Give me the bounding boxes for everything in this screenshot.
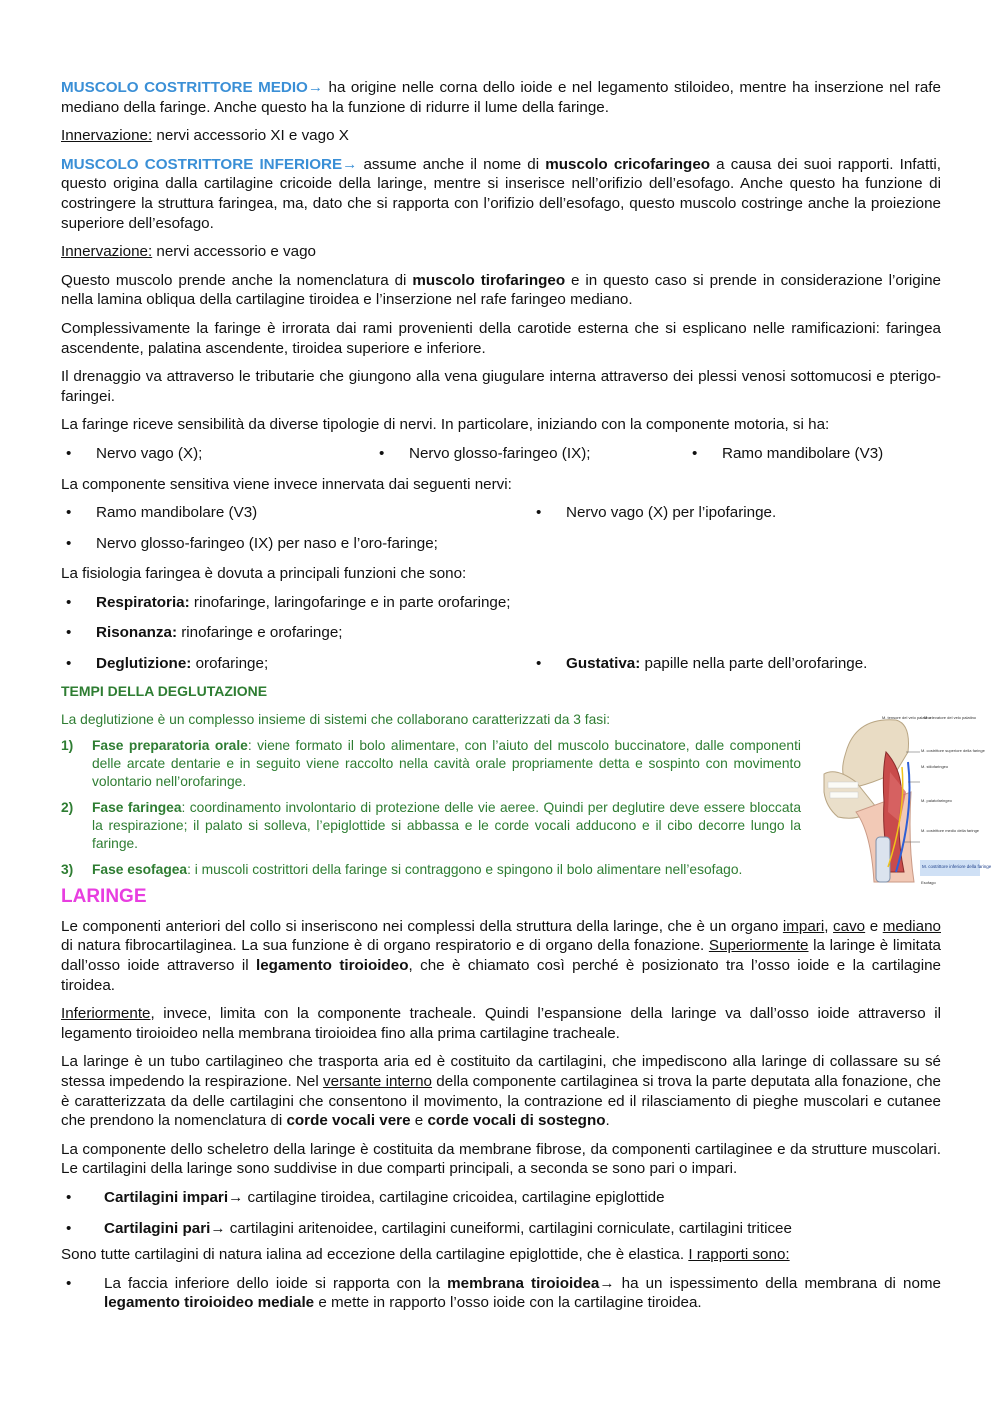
bullet-icon: • [66,593,72,611]
phase-item: 3) Fase esofagea: i muscoli costrittori della faringe si contraggono e spingono il bolo alimentare nell’esofago. [61,862,743,878]
paragraph: Complessivamente la faringe è irrorata dai rami provenienti della carotide esterna che si esplicano nelle ramificazioni: faringea ascendente, palatina ascendente, tiroidea superiore e inferiore. [61,319,941,357]
paragraph: La deglutizione è un complesso insieme di sistemi che collaborano caratterizzati da 3 fasi: [61,712,611,728]
list-item: • Deglutizione: orofaringe; [61,654,531,674]
function-list [61,593,941,613]
bullet-icon: • [66,534,72,552]
list-item: • Respiratoria: rinofaringe, laringofaringe e in parte orofaringe; [61,593,511,613]
deglutition-section [61,711,941,879]
paragraph: Le componenti anteriori del collo si inseriscono nei complessi della struttura della laringe, che è un organo impari, cavo e mediano di natura fibrocartilaginea. La sua funzione è di organo respiratorio e di organo della fonazione. Superiormente la laringe è limitata dall’osso ioide attraverso il legamento tiroioideo, che è chiamato così perché è posizionato tra l’osso ioide e la cartilagine tiroidea. [61,917,942,994]
bullet-icon: • [66,624,72,642]
bullet-icon: • [66,1274,72,1292]
phase-item: 1) Fase preparatoria orale: viene formato il bolo alimentare, con l’aiuto del muscolo buccinatore, dalle componenti delle arcate dentarie e in seguito viene raccolto nella cavità orale propriamente detta e sospinto con movimento volontario nell’orofaringe. [61,738,801,790]
arrow-icon: → [599,1274,615,1292]
sensory-nerve-list [61,534,941,554]
function-list [61,623,941,643]
section-title: MUSCOLO COSTRITTORE MEDIO [61,79,308,96]
paragraph-muscolo-costrittore-inferiore: MUSCOLO COSTRITTORE INFERIORE→ assume anche il nome di muscolo cricofaringeo a causa dei suoi rapporti. Infatti, questo origina dalla cartilagine cricoide della laringe, mentre si inserisce nell’orifizio dell’esofago. Anche questo ha funzione di costringere la struttura faringea, ma, dato che si rapporta con l’orifizio dell’esofago, questo muscolo costringe anche la proiezione superiore dell’esofago. [61,155,942,232]
paragraph: Sono tutte cartilagini di natura ialina ad eccezione della cartilagine epiglottide, che è elastica. I rapporti sono: [61,1246,790,1264]
cartilage-list [61,1219,941,1239]
paragraph: La componente dello scheletro della laringe è costituita da membrane fibrose, da componenti cartilaginee e da strutture muscolari. Le cartilagini della laringe sono suddivise in due comparti principali, a seconda se sono pari o impari. [61,1140,941,1178]
paragraph-muscolo-costrittore-medio: MUSCOLO COSTRITTORE MEDIO→ ha origine nelle corna dello ioide e nel legamento stiloideo, mentre ha inserzione nel rafe mediano della faringe. Anche questo ha la funzione di ridurre il lume della faringe. [61,79,941,116]
figure-label: M. elevatore del velo palatino [924,715,977,720]
paragraph: La faringe riceve sensibilità da diverse tipologie di nervi. In particolare, iniziando con la componente motoria, si ha: [61,416,830,434]
section-title: MUSCOLO COSTRITTORE INFERIORE [61,155,343,173]
bullet-icon: • [66,655,72,673]
list-item: • Nervo glosso-faringeo (IX); [374,444,687,464]
paragraph: Questo muscolo prende anche la nomenclatura di muscolo tirofaringeo e in questo caso si prende in considerazione l’origine nella lamina obliqua della cartilagine tiroidea e l’inserzione nel rafe faringeo mediano. [61,271,942,309]
list-item: • Gustativa: papille nella parte dell’orofaringe. [531,654,867,674]
function-list [61,654,941,674]
pharynx-muscles-illustration [816,712,992,892]
motor-nerve-list [61,444,941,464]
anatomy-figure [816,712,992,892]
cartilage-list [61,1188,941,1208]
phase-item: 2) Fase faringea: coordinamento involontario di protezione delle vie aeree. Quindi per deglutire deve essere bloccata la respirazione; il palato si solleva, l’epiglottide si abbassa e le corde vocali adducono e il cibo decorre lungo la faringe. [61,800,801,852]
figure-label: M. costrittore medio della faringe [921,828,980,833]
list-item: • Nervo vago (X); [61,444,374,464]
list-item: • Ramo mandibolare (V3) [687,444,883,464]
list-item: • Risonanza: rinofaringe e orofaringe; [61,623,343,643]
paragraph: La laringe è un tubo cartilagineo che trasporta aria ed è costituito da cartilagini, che impediscono alla laringe di collassare su sé stessa impedendo la respirazione. Nel versante interno della componente cartilaginea si trova la parte deputata alla fonazione, che è caratterizzata da delle cartilagini che consentono il movimento, la contrazione ed il rilasciamento di pieghe muscolari e cutanee che prendono la nomenclatura di corde vocali vere e corde vocali di sostegno. [61,1053,941,1130]
paragraph: Il drenaggio va attraverso le tributarie che giungono alla vena giugulare interna attraverso dei plessi venosi sottomucosi e pterigo-faringei. [61,368,941,405]
section-heading: LARINGE [61,886,147,908]
bullet-icon: • [692,444,698,462]
arrow-icon: → [307,79,324,96]
arrow-icon: → [210,1219,226,1237]
bullet-icon: • [379,444,385,462]
innervation-line: Innervazione: nervi accessorio XI e vago X [61,127,349,145]
arrow-icon: → [342,155,358,173]
figure-label: M. tensore del velo palatino [882,715,931,720]
list-item: • Cartilagini impari→ cartilagine tiroidea, cartilagine cricoidea, cartilagine epiglottide [61,1188,665,1208]
list-item: • La faccia inferiore dello ioide si rapporta con la membrana tiroioidea→ ha un ispessimento della membrana di nome legamento tiroioideo mediale e mette in rapporto l’osso ioide con la cartilagine tiroidea. [61,1274,941,1313]
list-item: • Cartilagini pari→ cartilagini aritenoidee, cartilagini cuneiformi, cartilagini corniculate, cartilagini triticee [61,1219,792,1239]
figure-label: M. costrittore inferiore della faringe [922,864,992,869]
document-page [61,78,941,1324]
sensory-nerve-list [61,503,941,523]
bullet-icon: • [66,444,72,462]
relations-list [61,1274,941,1313]
bullet-icon: • [66,1188,72,1206]
list-item: • Ramo mandibolare (V3) [61,503,531,523]
bullet-icon: • [536,655,542,673]
bullet-icon: • [536,504,542,522]
list-item: • Nervo vago (X) per l’ipofaringe. [531,503,776,523]
figure-label: M. stilofaringeo [921,764,949,769]
list-item: • Nervo glosso-faringeo (IX) per naso e l’oro-faringe; [61,534,438,554]
figure-label: M. costrittore superiore della faringe [921,748,985,753]
subsection-heading: TEMPI DELLA DEGLUTAZIONE [61,682,268,699]
paragraph: La fisiologia faringea è dovuta a principali funzioni che sono: [61,565,467,583]
figure-label: M. palatofaringeo [921,798,952,803]
paragraph: La componente sensitiva viene invece innervata dai seguenti nervi: [61,475,512,493]
arrow-icon: → [228,1188,244,1206]
innervation-line: Innervazione: nervi accessorio e vago [61,243,316,261]
paragraph: Inferiormente, invece, limita con la componente tracheale. Quindi l’espansione della laringe va dall’osso ioide attraverso il legamento tiroioideo nella membrana tiroioidea fino alla prima cartilagine tracheale. [61,1005,941,1042]
bullet-icon: • [66,504,72,522]
bullet-icon: • [66,1219,72,1237]
figure-label: Esofago [921,880,936,885]
